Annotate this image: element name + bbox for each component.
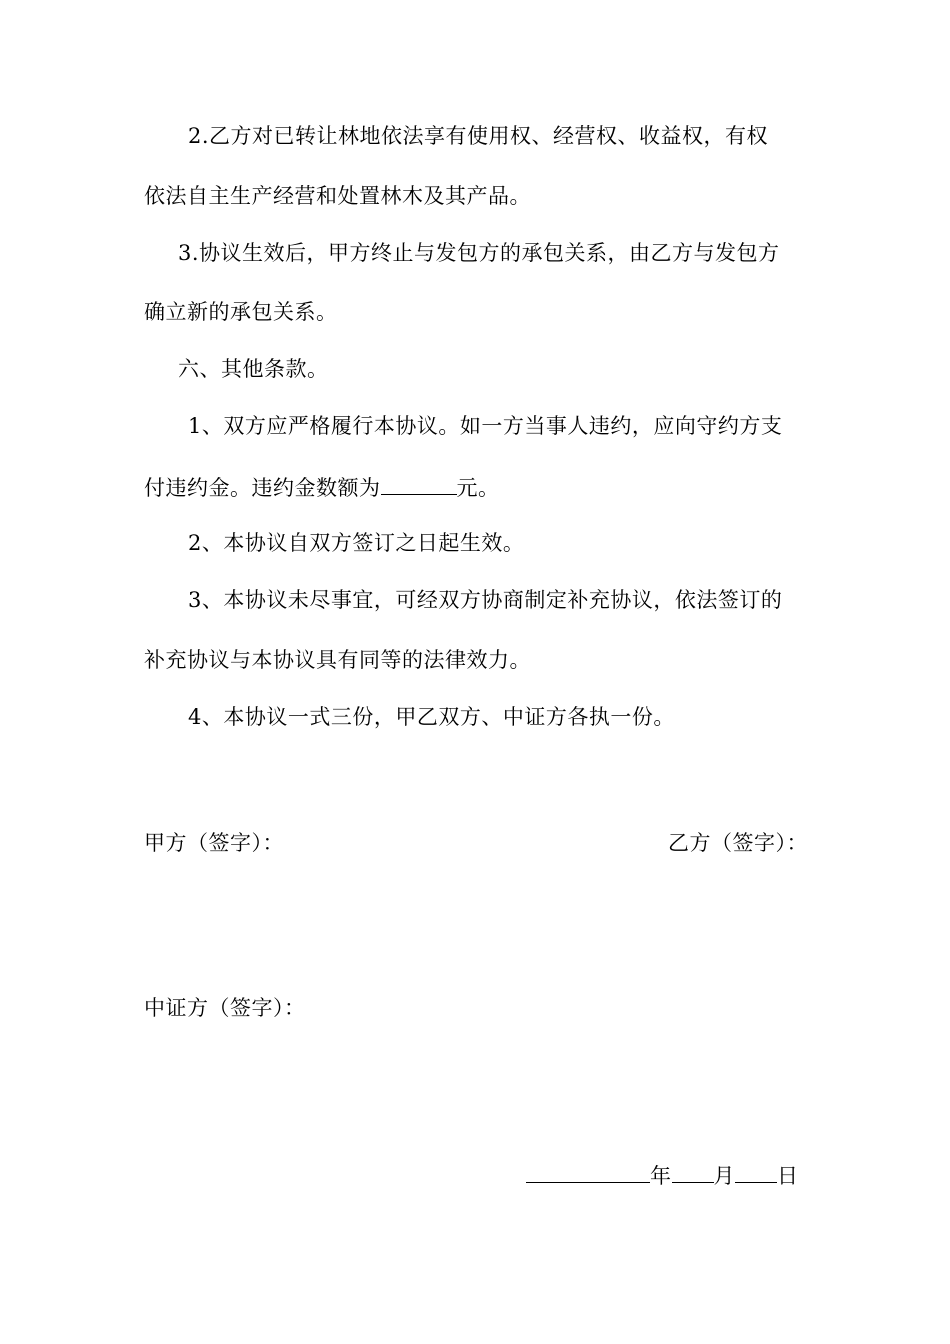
term-4: 4、本协议一式三份，甲乙双方、中证方各执一份。	[188, 705, 675, 729]
date-line	[526, 1160, 799, 1190]
term-1-line-2-prefix: 付违约金。违约金数额为	[144, 476, 381, 500]
clause-2-line-1: 2.乙方对已转让林地依法享有使用权、经营权、收益权，有权	[188, 124, 769, 148]
term-1-line-2-suffix: 元。	[456, 476, 500, 500]
party-b-signature-label: 乙方（签字）：	[668, 831, 808, 855]
term-1-line-2	[144, 472, 500, 502]
year-blank[interactable]	[526, 1160, 650, 1183]
penalty-amount-blank[interactable]	[381, 472, 457, 495]
month-label: 月	[713, 1164, 735, 1188]
term-1-line-1: 1、双方应严格履行本协议。如一方当事人违约，应向守约方支	[188, 414, 783, 438]
section-6-heading: 六、其他条款。	[178, 357, 329, 381]
term-3-line-1: 3、本协议未尽事宜，可经双方协商制定补充协议，依法签订的	[188, 588, 783, 612]
witness-signature-label: 中证方（签字）：	[144, 996, 306, 1020]
clause-2-line-2: 依法自主生产经营和处置林木及其产品。	[144, 184, 531, 208]
year-label: 年	[650, 1164, 672, 1188]
month-blank[interactable]	[672, 1160, 714, 1183]
term-2: 2、本协议自双方签订之日起生效。	[188, 531, 525, 555]
day-blank[interactable]	[735, 1160, 777, 1183]
clause-3-line-2: 确立新的承包关系。	[144, 300, 338, 324]
day-label: 日	[777, 1164, 799, 1188]
term-3-line-2: 补充协议与本协议具有同等的法律效力。	[144, 648, 531, 672]
clause-3-line-1: 3.协议生效后，甲方终止与发包方的承包关系，由乙方与发包方	[178, 241, 780, 265]
party-a-signature-label: 甲方（签字）：	[144, 831, 284, 855]
